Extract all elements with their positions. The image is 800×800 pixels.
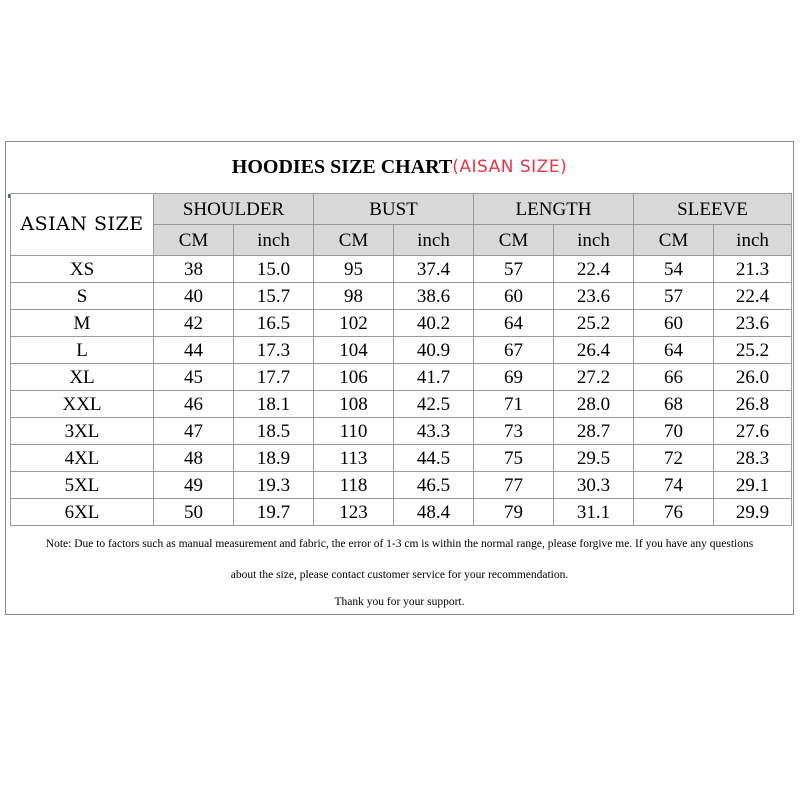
measurement-cell: 18.5 — [234, 418, 314, 445]
measurement-cell: 71 — [474, 391, 554, 418]
measurement-cell: 64 — [474, 310, 554, 337]
table-row — [11, 337, 792, 364]
size-label-cell: XXL — [11, 391, 154, 418]
table-row — [11, 256, 792, 283]
measurement-cell: 102 — [314, 310, 394, 337]
measurement-cell: 47 — [154, 418, 234, 445]
measurement-cell: 40.2 — [394, 310, 474, 337]
measurement-cell: 26.4 — [554, 337, 634, 364]
measurement-cell: 69 — [474, 364, 554, 391]
measurement-cell: 21.3 — [714, 256, 792, 283]
size-label-cell: S — [11, 283, 154, 310]
table-row — [11, 283, 792, 310]
measurement-cell: 30.3 — [554, 472, 634, 499]
measurement-cell: 57 — [634, 283, 714, 310]
measurement-cell: 42.5 — [394, 391, 474, 418]
measurement-cell: 15.0 — [234, 256, 314, 283]
measurement-cell: 49 — [154, 472, 234, 499]
measurement-cell: 25.2 — [554, 310, 634, 337]
measurement-cell: 98 — [314, 283, 394, 310]
note-line-1: Note: Due to factors such as manual measurement and fabric, the error of 1-3 cm is within the normal range, please forgive me. If you have any questions — [45, 538, 754, 550]
unit-header: CM — [314, 225, 394, 256]
measurement-cell: 44 — [154, 337, 234, 364]
measurement-cell: 64 — [634, 337, 714, 364]
measurement-cell: 95 — [314, 256, 394, 283]
measurement-cell: 17.7 — [234, 364, 314, 391]
size-table — [10, 193, 792, 526]
measurement-cell: 29.5 — [554, 445, 634, 472]
measurement-cell: 104 — [314, 337, 394, 364]
size-label-cell: 5XL — [11, 472, 154, 499]
table-row — [11, 418, 792, 445]
measurement-cell: 23.6 — [554, 283, 634, 310]
measurement-cell: 31.1 — [554, 499, 634, 526]
measurement-cell: 72 — [634, 445, 714, 472]
measurement-cell: 113 — [314, 445, 394, 472]
measurement-cell: 17.3 — [234, 337, 314, 364]
measurement-cell: 18.9 — [234, 445, 314, 472]
chart-title-subtitle: (AISAN SIZE) — [452, 157, 568, 177]
measurement-cell: 22.4 — [714, 283, 792, 310]
measurement-cell: 66 — [634, 364, 714, 391]
size-column-header: ASIAN SIZE — [11, 194, 154, 256]
size-label-cell: 3XL — [11, 418, 154, 445]
measurement-cell: 26.8 — [714, 391, 792, 418]
unit-header: inch — [394, 225, 474, 256]
measurement-cell: 28.3 — [714, 445, 792, 472]
measurement-cell: 74 — [634, 472, 714, 499]
size-label-cell: L — [11, 337, 154, 364]
measurement-cell: 40 — [154, 283, 234, 310]
measurement-cell: 76 — [634, 499, 714, 526]
unit-header: inch — [554, 225, 634, 256]
group-header-bust: BUST — [314, 194, 474, 225]
measurement-cell: 44.5 — [394, 445, 474, 472]
measurement-cell: 25.2 — [714, 337, 792, 364]
header-row-groups — [11, 194, 792, 225]
table-row — [11, 472, 792, 499]
measurement-cell: 73 — [474, 418, 554, 445]
measurement-cell: 22.4 — [554, 256, 634, 283]
note-line-3: Thank you for your support. — [334, 596, 465, 608]
measurement-cell: 26.0 — [714, 364, 792, 391]
measurement-cell: 108 — [314, 391, 394, 418]
measurement-cell: 67 — [474, 337, 554, 364]
size-label-cell: XL — [11, 364, 154, 391]
measurement-cell: 45 — [154, 364, 234, 391]
measurement-cell: 70 — [634, 418, 714, 445]
size-label-cell: XS — [11, 256, 154, 283]
group-header-shoulder: SHOULDER — [154, 194, 314, 225]
unit-header: CM — [474, 225, 554, 256]
unit-header: inch — [714, 225, 792, 256]
measurement-cell: 18.1 — [234, 391, 314, 418]
measurement-cell: 43.3 — [394, 418, 474, 445]
measurement-cell: 29.1 — [714, 472, 792, 499]
measurement-cell: 60 — [634, 310, 714, 337]
group-header-length: LENGTH — [474, 194, 634, 225]
measurement-cell: 68 — [634, 391, 714, 418]
measurement-cell: 37.4 — [394, 256, 474, 283]
measurement-cell: 123 — [314, 499, 394, 526]
measurement-cell: 42 — [154, 310, 234, 337]
size-table-body — [11, 256, 792, 526]
note-line-2: about the size, please contact customer service for your recommendation. — [230, 569, 569, 581]
measurement-cell: 16.5 — [234, 310, 314, 337]
group-header-sleeve: SLEEVE — [634, 194, 792, 225]
measurement-cell: 38 — [154, 256, 234, 283]
table-row — [11, 391, 792, 418]
measurement-cell: 19.3 — [234, 472, 314, 499]
size-chart — [5, 141, 794, 615]
table-row — [11, 310, 792, 337]
measurement-cell: 48 — [154, 445, 234, 472]
measurement-cell: 77 — [474, 472, 554, 499]
measurement-cell: 46.5 — [394, 472, 474, 499]
chart-title-main: HOODIES SIZE CHART — [231, 155, 453, 178]
measurement-cell: 60 — [474, 283, 554, 310]
size-label-cell: 6XL — [11, 499, 154, 526]
measurement-cell: 29.9 — [714, 499, 792, 526]
unit-header: inch — [234, 225, 314, 256]
table-row — [11, 499, 792, 526]
measurement-cell: 40.9 — [394, 337, 474, 364]
table-row — [11, 445, 792, 472]
measurement-cell: 46 — [154, 391, 234, 418]
measurement-cell: 27.2 — [554, 364, 634, 391]
size-label-cell: 4XL — [11, 445, 154, 472]
measurement-cell: 28.0 — [554, 391, 634, 418]
measurement-cell: 28.7 — [554, 418, 634, 445]
size-label-cell: M — [11, 310, 154, 337]
table-row — [11, 364, 792, 391]
measurement-cell: 48.4 — [394, 499, 474, 526]
measurement-cell: 15.7 — [234, 283, 314, 310]
unit-header: CM — [634, 225, 714, 256]
measurement-cell: 118 — [314, 472, 394, 499]
measurement-cell: 79 — [474, 499, 554, 526]
measurement-cell: 54 — [634, 256, 714, 283]
unit-header: CM — [154, 225, 234, 256]
measurement-cell: 19.7 — [234, 499, 314, 526]
measurement-cell: 23.6 — [714, 310, 792, 337]
measurement-cell: 38.6 — [394, 283, 474, 310]
chart-title — [6, 142, 793, 192]
measurement-cell: 106 — [314, 364, 394, 391]
measurement-cell: 41.7 — [394, 364, 474, 391]
measurement-cell: 75 — [474, 445, 554, 472]
measurement-cell: 50 — [154, 499, 234, 526]
measurement-cell: 27.6 — [714, 418, 792, 445]
measurement-cell: 110 — [314, 418, 394, 445]
measurement-cell: 57 — [474, 256, 554, 283]
